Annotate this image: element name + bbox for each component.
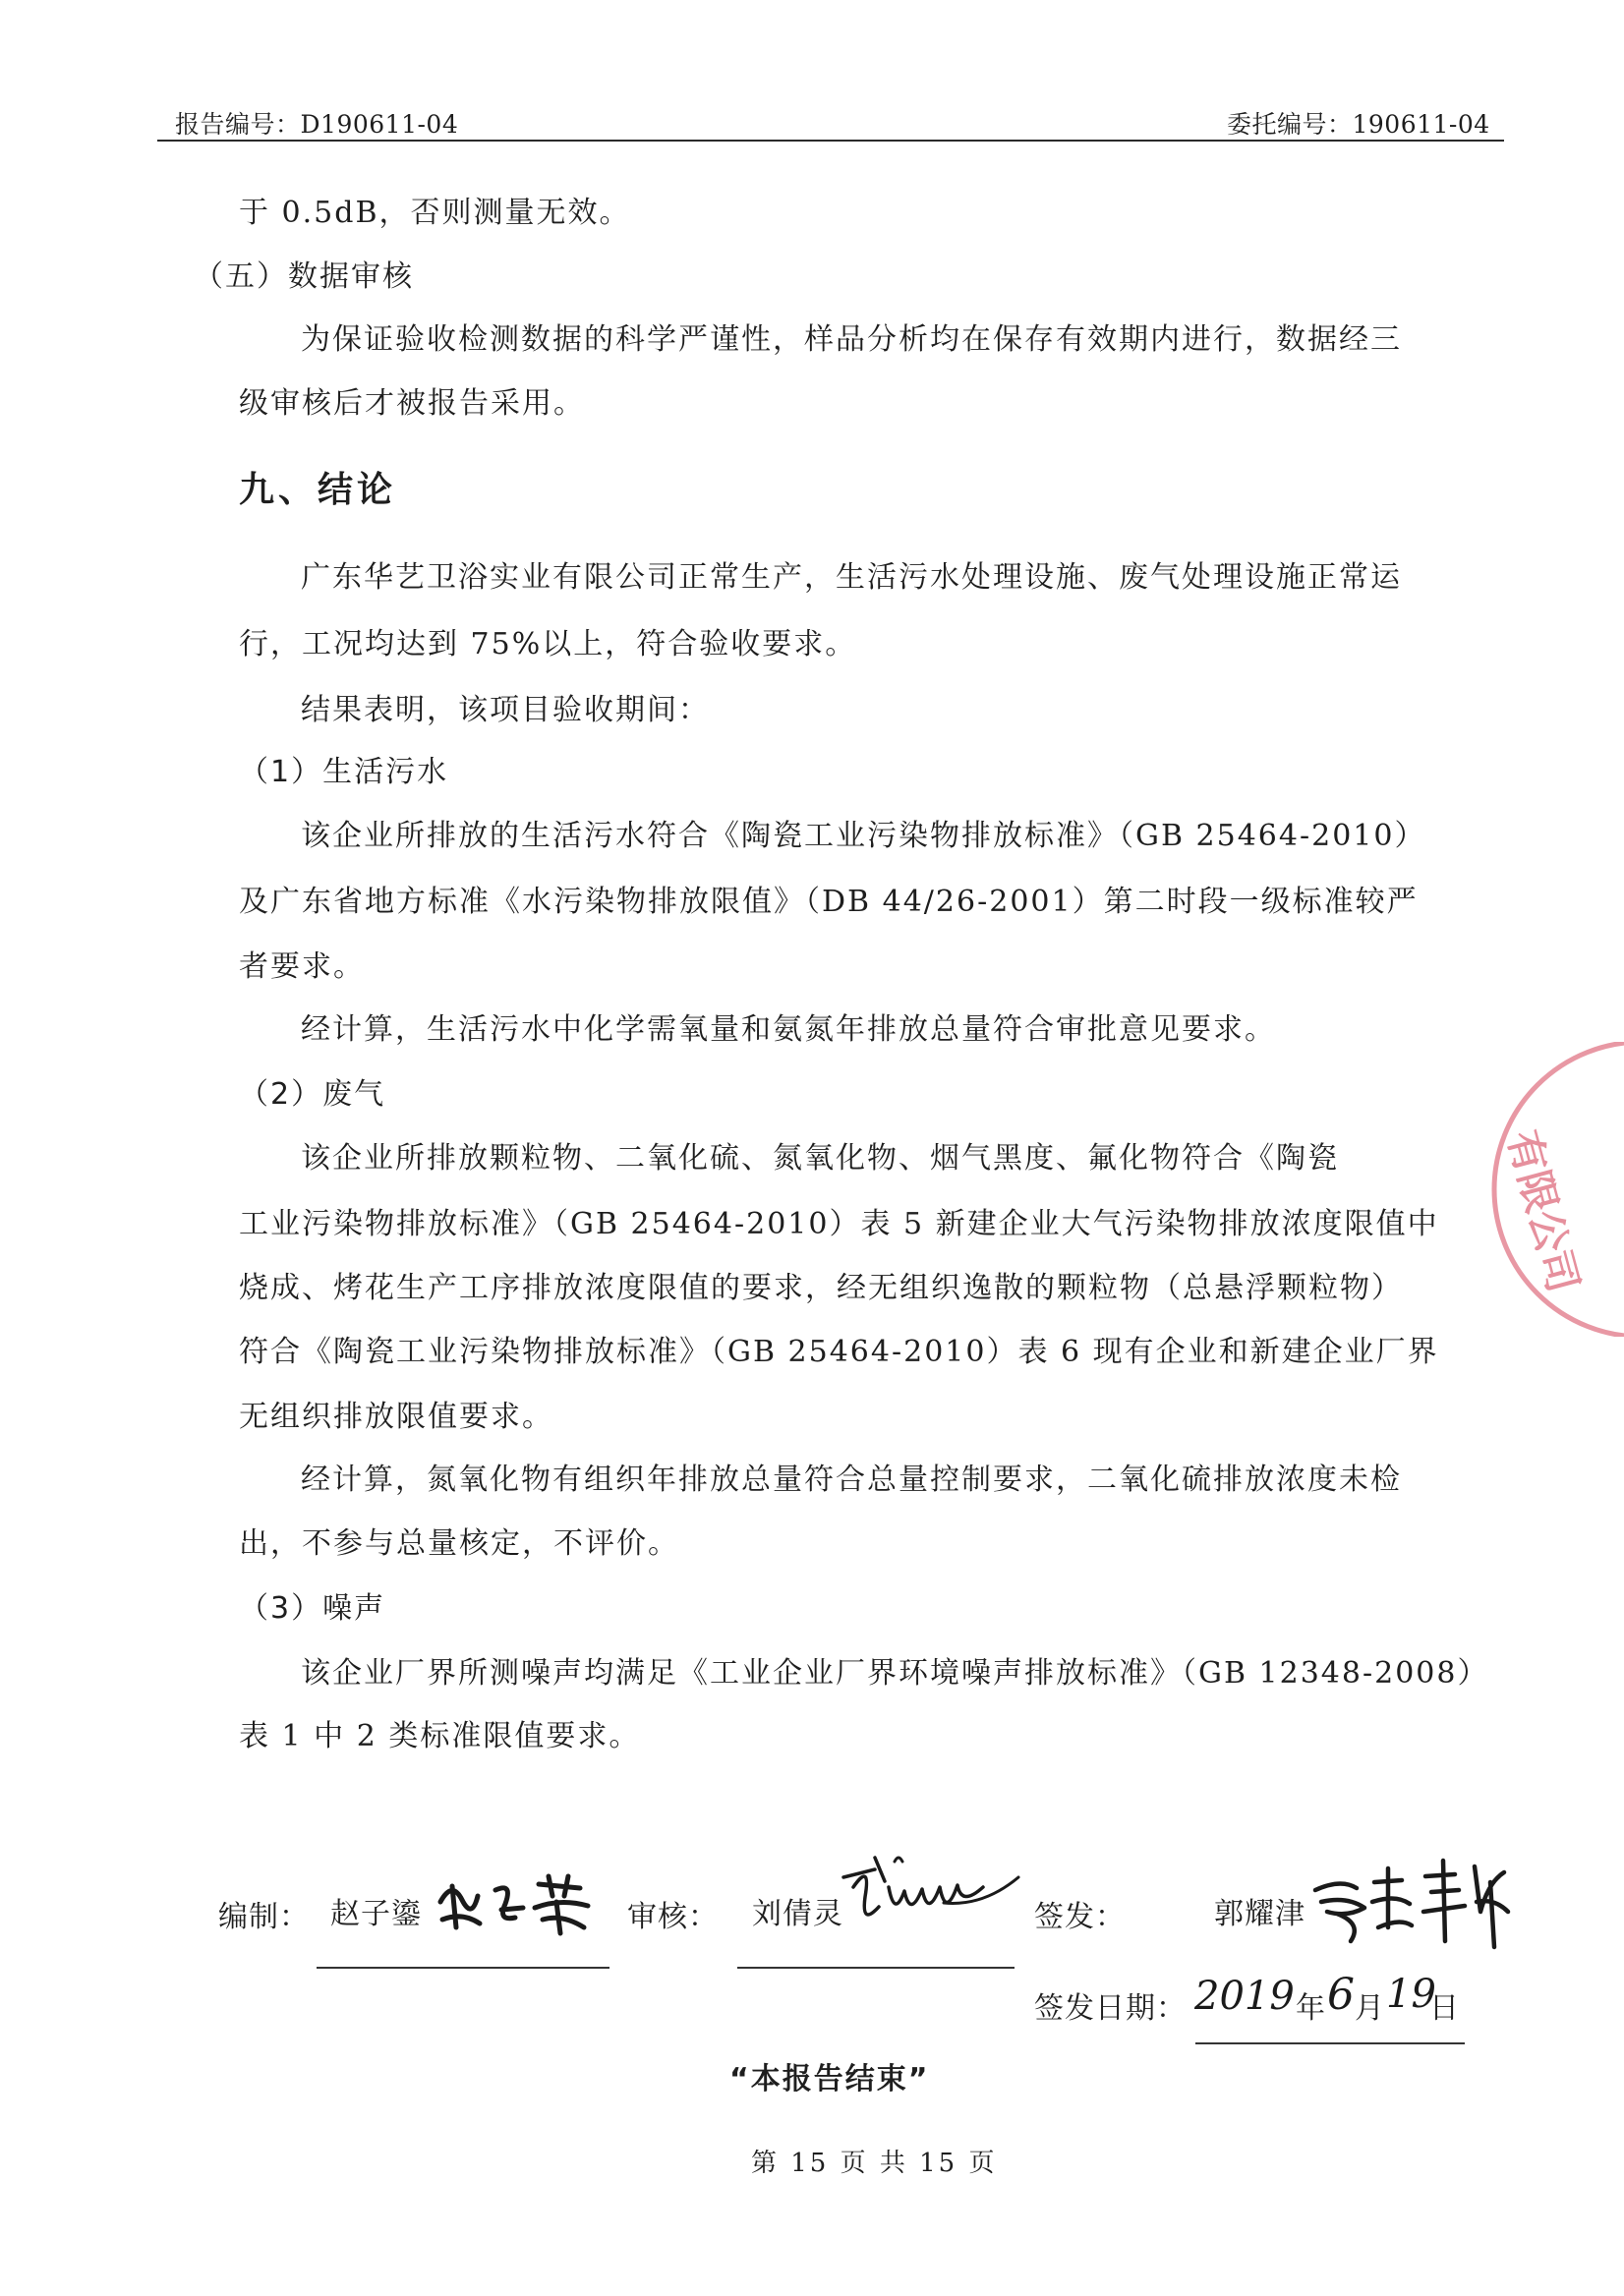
text-line: 经计算，氮氧化物有组织年排放总量符合总量控制要求，二氧化硫排放浓度未检 <box>301 1463 1402 1497</box>
subsection-heading-exhaust: （2）废气 <box>239 1077 386 1112</box>
page-number: 第 15 页 共 15 页 <box>751 2149 998 2178</box>
header-rule <box>157 140 1504 142</box>
text-line: 广东华艺卫浴实业有限公司正常生产，生活污水处理设施、废气处理设施正常运 <box>301 560 1402 595</box>
section-heading-data-review: （五）数据审核 <box>194 259 414 294</box>
compiler-signature-line <box>317 1967 609 1969</box>
text-line: 结果表明，该项目验收期间： <box>301 693 710 727</box>
reviewer-signature <box>836 1848 1022 1946</box>
text-line: 经计算，生活污水中化学需氧量和氨氮年排放总量符合审批意见要求。 <box>301 1012 1276 1047</box>
issue-date-year: 2019 <box>1194 1974 1295 2019</box>
compiler-signature <box>433 1863 600 1941</box>
compiler-label: 编制： <box>218 1900 310 1934</box>
approver-name: 郭耀津 <box>1214 1897 1305 1931</box>
company-seal <box>1445 1042 1624 1337</box>
text-line: 级审核后才被报告采用。 <box>239 386 585 421</box>
text-line: 及广东省地方标准《水污染物排放限值》（DB 44/26-2001）第二时段一级标准较严 <box>239 885 1419 919</box>
reviewer-label: 审核： <box>627 1900 719 1934</box>
text-line: 烧成、烤花生产工序排放浓度限值的要求，经无组织逸散的颗粒物（总悬浮颗粒物） <box>239 1271 1403 1305</box>
approver-label: 签发： <box>1034 1900 1126 1934</box>
approver-signature <box>1307 1853 1514 1951</box>
issue-date-line <box>1195 2042 1465 2044</box>
issue-date-label: 签发日期： <box>1034 1991 1187 2026</box>
text-line: 该企业厂界所测噪声均满足《工业企业厂界环境噪声排放标准》（GB 12348-2008） <box>301 1656 1489 1691</box>
issue-date-year-unit: 年 <box>1296 1991 1326 2026</box>
text-line: 工业污染物排放标准》（GB 25464-2010）表 5 新建企业大气污染物排放浓度限值中 <box>239 1207 1439 1241</box>
subsection-heading-sewage: （1）生活污水 <box>239 755 449 789</box>
reviewer-signature-line <box>737 1967 1015 1969</box>
text-line: 出，不参与总量核定，不评价。 <box>239 1526 679 1561</box>
issue-date-month-unit: 月 <box>1355 1991 1385 2026</box>
text-line: 无组织排放限值要求。 <box>239 1400 553 1434</box>
seal-text: 有限公司 <box>1498 1124 1589 1297</box>
section-heading-conclusion: 九、结论 <box>239 470 397 510</box>
end-of-report: “本报告结束” <box>729 2062 930 2096</box>
compiler-name: 赵子鎏 <box>330 1897 422 1931</box>
reviewer-name: 刘倩灵 <box>752 1897 843 1931</box>
text-line: 行，工况均达到 75%以上，符合验收要求。 <box>239 627 857 661</box>
issue-date-month: 6 <box>1327 1970 1355 2020</box>
text-line: 于 0.5dB，否则测量无效。 <box>239 196 631 230</box>
text-line: 符合《陶瓷工业污染物排放标准》（GB 25464-2010）表 6 现有企业和新建企业厂界 <box>239 1335 1439 1369</box>
report-number: 报告编号：D190611-04 <box>175 110 459 139</box>
text-line: 为保证验收检测数据的科学严谨性，样品分析均在保存有效期内进行，数据经三 <box>301 322 1402 357</box>
text-line: 该企业所排放颗粒物、二氧化硫、氮氧化物、烟气黑度、氟化物符合《陶瓷 <box>301 1141 1339 1176</box>
text-line: 者要求。 <box>239 949 365 984</box>
issue-date-day: 19 <box>1386 1972 1436 2017</box>
commission-number: 委托编号：190611-04 <box>1227 110 1490 139</box>
text-line: 表 1 中 2 类标准限值要求。 <box>239 1719 641 1753</box>
issue-date-day-unit: 日 <box>1429 1991 1460 2026</box>
text-line: 该企业所排放的生活污水符合《陶瓷工业污染物排放标准》（GB 25464-2010） <box>301 819 1426 853</box>
subsection-heading-noise: （3）噪声 <box>239 1591 386 1626</box>
